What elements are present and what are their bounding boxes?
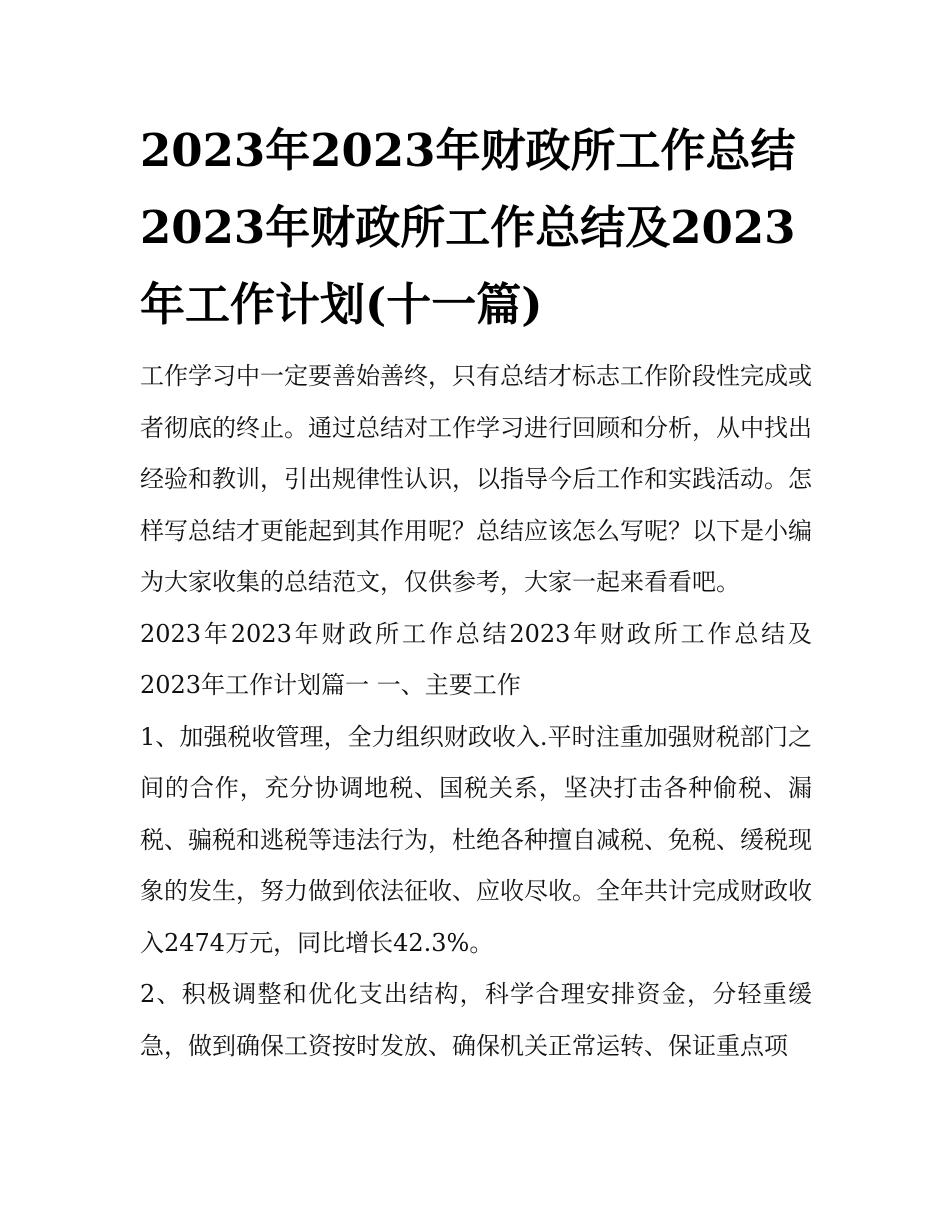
section-heading-paragraph: 2023年2023年财政所工作总结2023年财政所工作总结及2023年工作计划篇一 一、主要工作 [140, 619, 812, 699]
item-1-paragraph: 1、加强税收管理，全力组织财政收入.平时注重加强财税部门之间的合作，充分协调地税、国税关系，坚决打击各种偷税、漏税、骗税和逃税等违法行为，杜绝各种擅自减税、免税、缓税现象的发生，努力做到依法征收、应收尽收。全年共计完成财政收入2474万元，同比增长42.3%。 [140, 722, 812, 957]
item-2-paragraph: 2、积极调整和优化支出结构，科学合理安排资金，分轻重缓急，做到确保工资按时发放、确保机关正常运转、保证重点项 [140, 980, 812, 1060]
intro-paragraph: 工作学习中一定要善始善终，只有总结才标志工作阶段性完成或者彻底的终止。通过总结对工作学习进行回顾和分析，从中找出经验和教训，引出规律性认识，以指导今后工作和实践活动。怎样写总结才更能起到其作用呢？总结应该怎么写呢？以下是小编为大家收集的总结范文，仅供参考，大家一起来看看吧。 [140, 362, 812, 596]
document-page [140, 112, 812, 1072]
document-title: 2023年2023年财政所工作总结2023年财政所工作总结及2023年工作计划(十一篇) [140, 124, 796, 331]
